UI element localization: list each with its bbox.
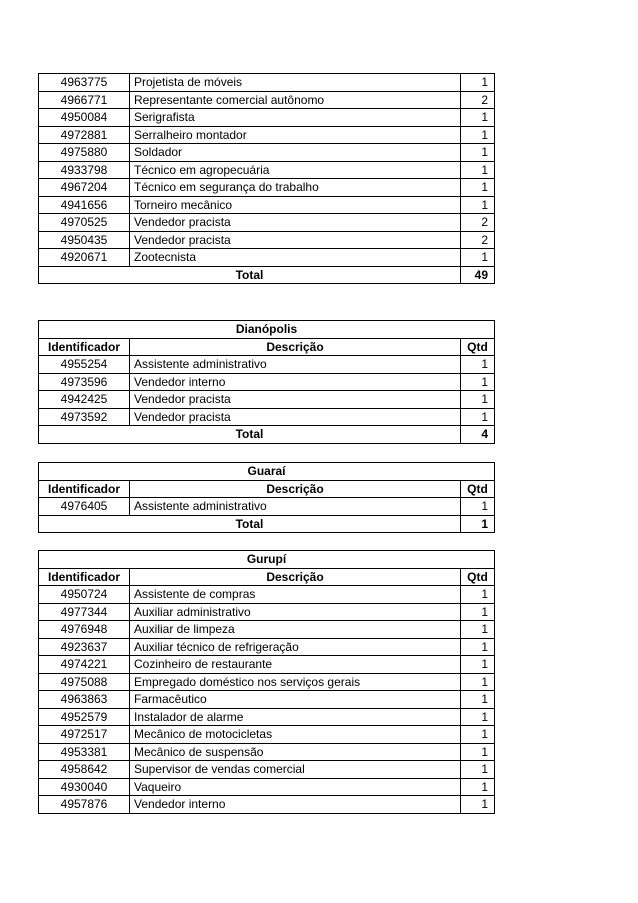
row-identifier: 4973592 [39,408,130,426]
header-descricao: Descrição [130,338,461,356]
row-quantity: 1 [461,391,495,409]
row-quantity: 1 [461,196,495,214]
row-identifier: 4930040 [39,778,130,796]
row-description: Mecânico de suspensão [130,743,461,761]
row-identifier: 4950724 [39,586,130,604]
header-identificador: Identificador [39,480,130,498]
row-quantity: 1 [461,144,495,162]
row-identifier: 4957876 [39,796,130,814]
row-identifier: 4950435 [39,231,130,249]
table-row [39,708,495,726]
row-description: Vendedor pracista [130,408,461,426]
job-table-dianopolis [38,320,495,444]
table-row [39,498,495,516]
row-identifier: 4976948 [39,621,130,639]
table-row [39,638,495,656]
city-title-row [39,463,495,481]
city-title: Dianópolis [39,321,495,339]
total-row [39,515,495,533]
table-row [39,726,495,744]
table-row [39,673,495,691]
row-identifier: 4976405 [39,498,130,516]
row-quantity: 1 [461,603,495,621]
row-identifier: 4972517 [39,726,130,744]
row-identifier: 4952579 [39,708,130,726]
row-quantity: 1 [461,356,495,374]
total-value: 49 [461,266,495,284]
city-title-row [39,551,495,569]
header-row [39,338,495,356]
row-identifier: 4933798 [39,161,130,179]
row-quantity: 1 [461,621,495,639]
row-quantity: 1 [461,408,495,426]
row-identifier: 4941656 [39,196,130,214]
table-row [39,691,495,709]
row-identifier: 4973596 [39,373,130,391]
row-identifier: 4966771 [39,91,130,109]
city-title: Gurupí [39,551,495,569]
table-row [39,109,495,127]
row-description: Supervisor de vendas comercial [130,761,461,779]
row-identifier: 4963863 [39,691,130,709]
row-description: Projetista de móveis [130,74,461,92]
table-row [39,408,495,426]
row-quantity: 1 [461,498,495,516]
header-qtd: Qtd [461,338,495,356]
table-row [39,74,495,92]
header-identificador: Identificador [39,568,130,586]
row-description: Serigrafista [130,109,461,127]
row-identifier: 4963775 [39,74,130,92]
row-identifier: 4950084 [39,109,130,127]
total-label: Total [39,266,461,284]
table-row [39,778,495,796]
total-row [39,266,495,284]
table-row [39,179,495,197]
table-row [39,161,495,179]
row-quantity: 1 [461,656,495,674]
row-description: Vendedor pracista [130,214,461,232]
header-row [39,568,495,586]
row-quantity: 1 [461,691,495,709]
row-quantity: 1 [461,373,495,391]
row-description: Assistente administrativo [130,498,461,516]
row-description: Vendedor pracista [130,391,461,409]
row-description: Cozinheiro de restaurante [130,656,461,674]
row-quantity: 1 [461,161,495,179]
table-row [39,231,495,249]
job-table-gurupi [38,550,495,814]
row-quantity: 1 [461,673,495,691]
row-identifier: 4974221 [39,656,130,674]
header-identificador: Identificador [39,338,130,356]
total-label: Total [39,515,461,533]
header-descricao: Descrição [130,480,461,498]
row-quantity: 1 [461,249,495,267]
row-description: Vendedor interno [130,373,461,391]
table-row [39,373,495,391]
table-row [39,391,495,409]
city-title: Guaraí [39,463,495,481]
header-qtd: Qtd [461,480,495,498]
row-description: Torneiro mecânico [130,196,461,214]
row-description: Assistente administrativo [130,356,461,374]
table-row [39,656,495,674]
row-description: Vendedor pracista [130,231,461,249]
row-quantity: 2 [461,231,495,249]
header-row [39,480,495,498]
row-description: Assistente de compras [130,586,461,604]
row-quantity: 2 [461,214,495,232]
row-quantity: 1 [461,796,495,814]
row-quantity: 1 [461,126,495,144]
row-identifier: 4975880 [39,144,130,162]
header-descricao: Descrição [130,568,461,586]
row-identifier: 4975088 [39,673,130,691]
row-identifier: 4977344 [39,603,130,621]
table-row [39,249,495,267]
total-value: 4 [461,426,495,444]
header-qtd: Qtd [461,568,495,586]
row-description: Farmacêutico [130,691,461,709]
row-description: Auxiliar técnico de refrigeração [130,638,461,656]
row-identifier: 4955254 [39,356,130,374]
table-row [39,144,495,162]
row-description: Técnico em agropecuária [130,161,461,179]
table-row [39,91,495,109]
table-row [39,214,495,232]
row-description: Representante comercial autônomo [130,91,461,109]
row-quantity: 1 [461,743,495,761]
row-description: Serralheiro montador [130,126,461,144]
row-quantity: 1 [461,109,495,127]
row-identifier: 4920671 [39,249,130,267]
row-description: Auxiliar de limpeza [130,621,461,639]
job-table-guarai [38,462,495,533]
row-identifier: 4923637 [39,638,130,656]
row-quantity: 1 [461,586,495,604]
row-description: Instalador de alarme [130,708,461,726]
row-identifier: 4970525 [39,214,130,232]
row-description: Técnico em segurança do trabalho [130,179,461,197]
row-description: Auxiliar administrativo [130,603,461,621]
row-quantity: 1 [461,74,495,92]
table-row [39,761,495,779]
row-quantity: 1 [461,726,495,744]
row-quantity: 1 [461,778,495,796]
city-title-row [39,321,495,339]
table-row [39,743,495,761]
row-description: Vendedor interno [130,796,461,814]
row-description: Mecânico de motocicletas [130,726,461,744]
job-table-continued [38,73,495,284]
table-row [39,796,495,814]
table-row [39,621,495,639]
table-row [39,196,495,214]
row-description: Empregado doméstico nos serviços gerais [130,673,461,691]
row-identifier: 4972881 [39,126,130,144]
table-row [39,356,495,374]
total-value: 1 [461,515,495,533]
row-identifier: 4958642 [39,761,130,779]
row-identifier: 4942425 [39,391,130,409]
row-description: Vaqueiro [130,778,461,796]
table-row [39,603,495,621]
row-quantity: 1 [461,708,495,726]
row-quantity: 1 [461,179,495,197]
total-label: Total [39,426,461,444]
row-quantity: 1 [461,638,495,656]
row-description: Soldador [130,144,461,162]
row-quantity: 2 [461,91,495,109]
table-row [39,586,495,604]
row-identifier: 4953381 [39,743,130,761]
row-quantity: 1 [461,761,495,779]
row-description: Zootecnista [130,249,461,267]
table-row [39,126,495,144]
total-row [39,426,495,444]
row-identifier: 4967204 [39,179,130,197]
